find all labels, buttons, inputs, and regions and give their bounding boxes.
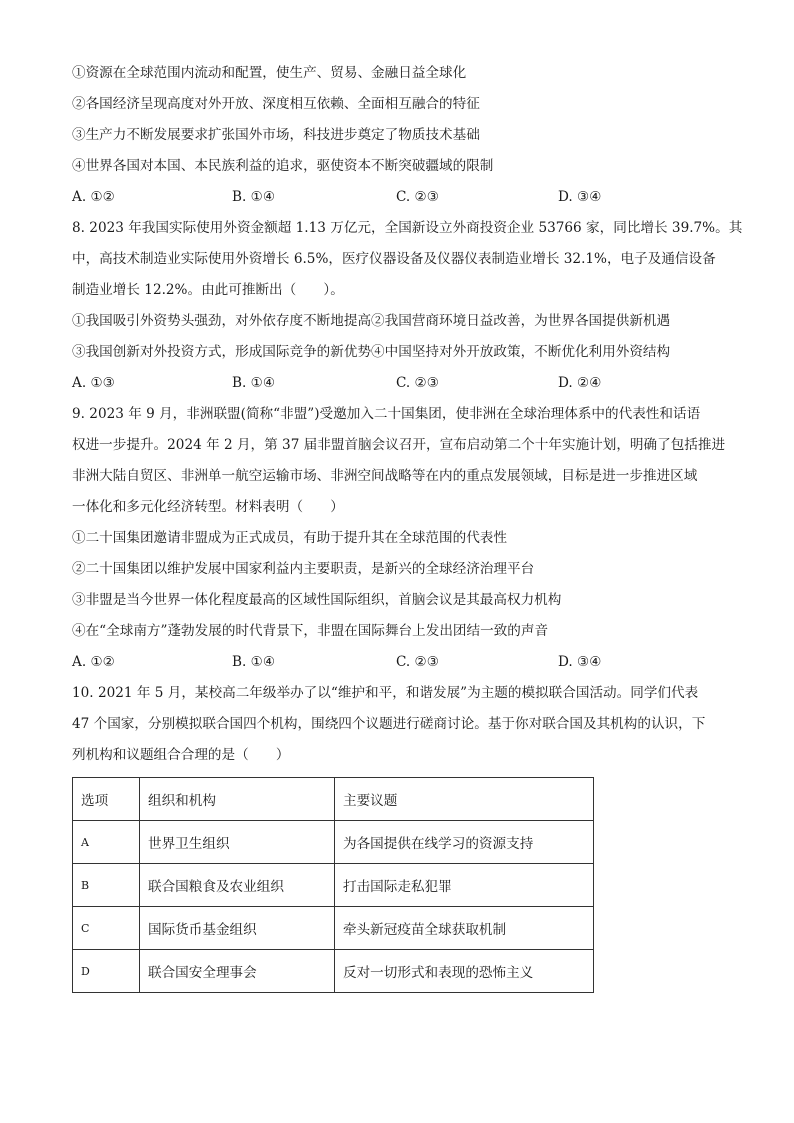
table-cell-option: C — [73, 907, 140, 950]
table-cell-topic: 为各国提供在线学习的资源支持 — [335, 821, 594, 864]
exam-page — [72, 58, 743, 993]
q7-options — [72, 182, 732, 213]
q10-stem-line-2: 47 个国家，分别模拟联合国四个机构，围绕四个议题进行磋商讨论。基于你对联合国及其机构的认识，下 — [72, 716, 706, 732]
table-cell-org: 联合国粮食及农业组织 — [140, 864, 335, 907]
q8-stem-line-1: 8. 2023 年我国实际使用外资金额超 1.13 万亿元，全国新设立外商投资企业 53766 家，同比增长 39.7%。其 — [72, 220, 743, 236]
q7-option-b[interactable]: B. ①④ — [232, 189, 276, 205]
q7-statement-3: ③生产力不断发展要求扩张国外市场，科技进步奠定了物质技术基础 — [72, 127, 480, 143]
q9-option-c[interactable]: C. ②③ — [396, 654, 439, 670]
table-header-cell: 选项 — [73, 778, 140, 821]
table-cell-org: 世界卫生组织 — [140, 821, 335, 864]
table-header-row — [73, 778, 594, 821]
q8-option-b[interactable]: B. ①④ — [232, 375, 276, 391]
table-cell-option: D — [73, 950, 140, 993]
q9-stem-line-4: 一体化和多元化经济转型。材料表明（ ） — [72, 499, 344, 515]
table-cell-topic: 反对一切形式和表现的恐怖主义 — [335, 950, 594, 993]
table-header-cell: 主要议题 — [335, 778, 594, 821]
q7-option-d[interactable]: D. ③④ — [558, 189, 602, 205]
table-cell-option: A — [73, 821, 140, 864]
table-row[interactable] — [73, 950, 594, 993]
q7-statement-2: ②各国经济呈现高度对外开放、深度相互依赖、全面相互融合的特征 — [72, 96, 480, 112]
table-row[interactable] — [73, 907, 594, 950]
table-row[interactable] — [73, 864, 594, 907]
table-cell-option: B — [73, 864, 140, 907]
q7-statement-4: ④世界各国对本国、本民族利益的追求，驱使资本不断突破疆域的限制 — [72, 158, 494, 174]
q8-stem-line-3: 制造业增长 12.2%。由此可推断出（ ）。 — [72, 282, 344, 298]
q8-option-d[interactable]: D. ②④ — [558, 375, 602, 391]
q9-option-d[interactable]: D. ③④ — [558, 654, 602, 670]
q8-options — [72, 368, 732, 399]
table-cell-org: 联合国安全理事会 — [140, 950, 335, 993]
q9-stem-line-3: 非洲大陆自贸区、非洲单一航空运输市场、非洲空间战略等在内的重点发展领域，目标是进一步推进区域 — [72, 468, 698, 484]
table-cell-org: 国际货币基金组织 — [140, 907, 335, 950]
q7-option-c[interactable]: C. ②③ — [396, 189, 439, 205]
q8-option-c[interactable]: C. ②③ — [396, 375, 439, 391]
table-row[interactable] — [73, 821, 594, 864]
q9-statement-4: ④在“全球南方”蓬勃发展的时代背景下，非盟在国际舞台上发出团结一致的声音 — [72, 623, 549, 639]
q10-stem-line-3: 列机构和议题组合合理的是（ ） — [72, 747, 290, 763]
q7-statement-1: ①资源在全球范围内流动和配置，使生产、贸易、金融日益全球化 — [72, 65, 467, 81]
q9-statement-1: ①二十国集团邀请非盟成为正式成员，有助于提升其在全球范围的代表性 — [72, 530, 507, 546]
q9-statement-2: ②二十国集团以维护发展中国家利益内主要职责，是新兴的全球经济治理平台 — [72, 561, 535, 577]
q9-stem-line-2: 权进一步提升。2024 年 2 月，第 37 届非盟首脑会议召开，宣布启动第二个十年实施计划，明确了包括推进 — [72, 437, 726, 453]
q9-options — [72, 647, 732, 678]
q8-statements-1-2: ①我国吸引外资势头强劲，对外依存度不断地提高②我国营商环境日益改善，为世界各国提供新机遇 — [72, 313, 671, 329]
q8-statements-3-4: ③我国创新对外投资方式，形成国际竞争的新优势④中国坚持对外开放政策，不断优化利用外资结构 — [72, 344, 671, 360]
q8-option-a[interactable]: A. ①③ — [72, 375, 115, 391]
q7-option-a[interactable]: A. ①② — [72, 189, 115, 205]
q9-option-a[interactable]: A. ①② — [72, 654, 115, 670]
table-cell-topic: 打击国际走私犯罪 — [335, 864, 594, 907]
table-header-cell: 组织和机构 — [140, 778, 335, 821]
table-cell-topic: 牵头新冠疫苗全球获取机制 — [335, 907, 594, 950]
q10-stem-line-1: 10. 2021 年 5 月，某校高二年级举办了以“维护和平，和谐发展”为主题的模拟联合国活动。同学们代表 — [72, 685, 699, 701]
q9-option-b[interactable]: B. ①④ — [232, 654, 276, 670]
q9-statement-3: ③非盟是当今世界一体化程度最高的区域性国际组织，首脑会议是其最高权力机构 — [72, 592, 562, 608]
q10-options-table — [72, 777, 594, 993]
q9-stem-line-1: 9. 2023 年 9 月，非洲联盟(简称“非盟”)受邀加入二十国集团，使非洲在全球治理体系中的代表性和话语 — [72, 406, 701, 422]
q8-stem-line-2: 中，高技术制造业实际使用外资增长 6.5%，医疗仪器设备及仪器仪表制造业增长 32.1%，电子及通信设备 — [72, 251, 716, 267]
